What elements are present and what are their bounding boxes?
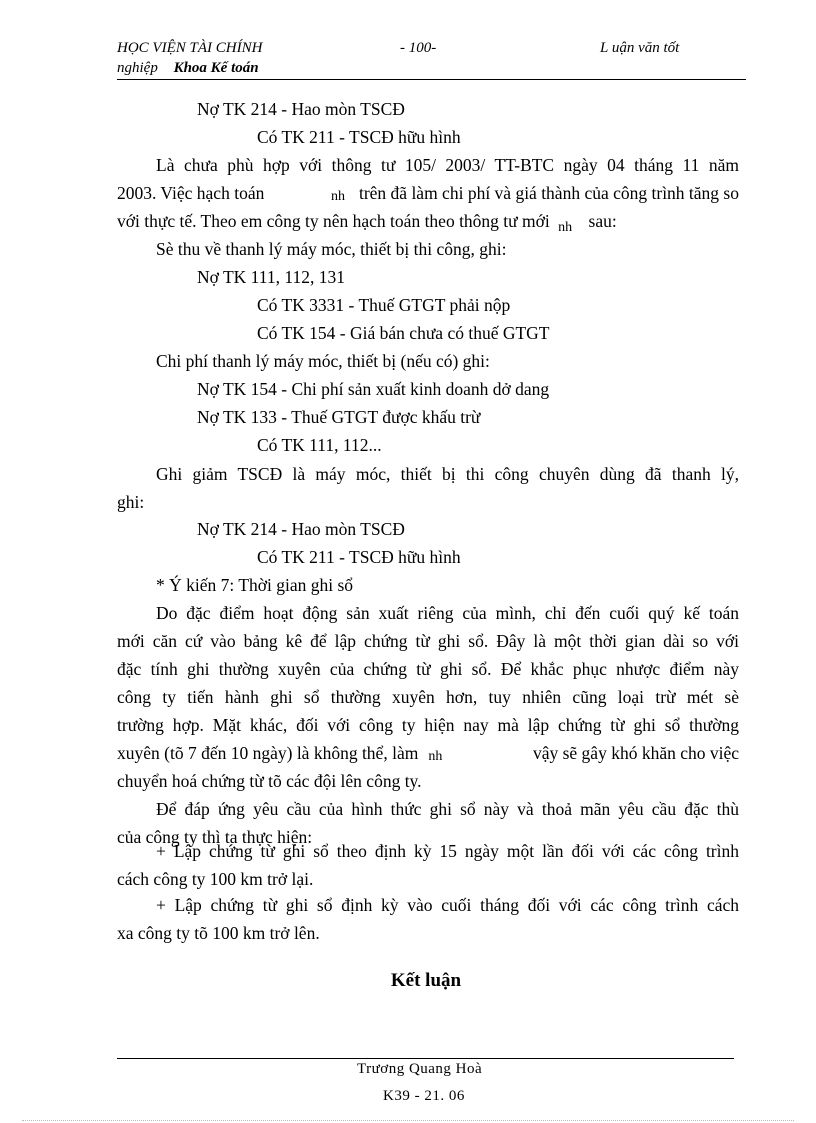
entry-debit-154: Nợ TK 154 - Chi phí sản xuất kinh doanh dở dang [197,379,550,399]
entry-credit-3331: Có TK 3331 - Thuế GTGT phải nộp [257,295,511,315]
header-line2 [117,60,259,77]
paragraph-6 [117,891,739,947]
text-fragment: nh [330,189,345,204]
paragraph-line [117,739,739,767]
paragraph-line: của công ty thì ta thực hiện: [117,827,313,847]
entry-debit-111: Nợ TK 111, 112, 131 [197,267,345,287]
paragraph-2 [117,460,739,516]
header-page-number: - 100- [400,40,437,56]
entry-credit-211: Có TK 211 - TSCĐ hữu hình [257,127,461,147]
line-proceeds: Sè thu về thanh lý máy móc, thiết bị thi công, ghi: [156,239,507,259]
footer-author: Trương Quang Hoà [357,1061,483,1077]
paragraph-line: trường hợp. Mặt khác, đối với công ty hiện nay mà lập chứng từ ghi sổ thường [117,715,739,735]
header-school: HỌC VIỆN TÀI CHÍNH [117,40,263,56]
paragraph-line: xa công ty tõ 100 km trở lên. [117,923,320,943]
entry-credit-154: Có TK 154 - Giá bán chưa có thuế GTGT [257,323,550,343]
header-nghiep: nghiệp [117,60,158,76]
text-run: xuyên (tõ 7 đến 10 ngày) là không thể, làm [117,743,419,763]
paragraph-line: mới căn cứ vào bảng kê để lập chứng từ ghi sổ. Đây là một thời gian dài so với [117,631,739,651]
paragraph-line: Ghi giảm TSCĐ là máy móc, thiết bị thi công chuyên dùng đã thanh lý, [156,464,739,484]
paragraph-line: Là chưa phù hợp với thông tư 105/ 2003/ TT-BTC ngày 04 tháng 11 năm [156,155,739,175]
text-run: 2003. Việc hạch toán [117,183,265,203]
paragraph-line: Do đặc điểm hoạt động sản xuất riêng của mình, chỉ đến cuối quý kế toán [156,603,739,623]
text-fragment: nh [428,749,443,764]
header-thesis: L uận văn tốt [600,40,680,56]
text-run: vậy sẽ gây khó khăn cho việc [532,743,739,763]
entry-debit-214: Nợ TK 214 - Hao mòn TSCĐ [197,99,405,119]
paragraph-line: chuyển hoá chứng từ tõ các đội lên công ty. [117,771,422,791]
page-edge-line [22,1120,794,1121]
paragraph-line: Để đáp ứng yêu cầu của hình thức ghi sổ này và thoả mãn yêu cầu đặc thù [156,799,739,819]
paragraph-line: công ty tiến hành ghi sổ thường xuyên hơn, tuy nhiên cũng loại trừ mét sè [117,687,739,707]
section-heading: Kết luận [390,970,462,991]
text-run [331,179,739,207]
text-fragment: nh [558,220,573,235]
paragraph-5 [117,837,739,893]
paragraph-3 [117,599,739,795]
line-costs: Chi phí thanh lý máy móc, thiết bị (nếu có) ghi: [156,351,490,371]
paragraph-line: + Lập chứng từ ghi sổ theo định kỳ 15 ngày một lần đối với các công trình [156,841,739,861]
paragraph-line [117,207,739,235]
entry-credit-211-b: Có TK 211 - TSCĐ hữu hình [257,547,461,567]
text-run: trên đã làm chi phí và giá thành của công trình tăng so [358,183,739,203]
paragraph-line: cách công ty 100 km trở lại. [117,869,314,889]
footer-rule [117,1058,734,1059]
paragraph-1 [117,151,739,235]
entry-debit-214-b: Nợ TK 214 - Hao mòn TSCĐ [197,519,405,539]
entry-credit-111: Có TK 111, 112... [257,435,382,455]
paragraph-line [117,179,739,207]
paragraph-line: + Lập chứng từ ghi sổ định kỳ vào cuối tháng đối với các công trình cách [156,895,739,915]
paragraph-line: đặc tính ghi thường xuyên của chứng từ ghi sổ. Để khắc phục nhược điểm này [117,659,739,679]
text-run [117,739,442,767]
header-rule [117,79,746,80]
entry-debit-133: Nợ TK 133 - Thuế GTGT được khấu trừ [197,407,481,427]
text-run: sau: [588,211,617,231]
text-run: với thực tế. Theo em công ty nên hạch toán theo thông tư mới [117,211,550,231]
header-faculty: Khoa Kế toán [173,60,259,76]
footer-class: K39 - 21. 06 [383,1088,465,1104]
paragraph-line: ghi: [117,492,145,512]
opinion-7-heading: * Ý kiến 7: Thời gian ghi sổ [156,575,354,595]
